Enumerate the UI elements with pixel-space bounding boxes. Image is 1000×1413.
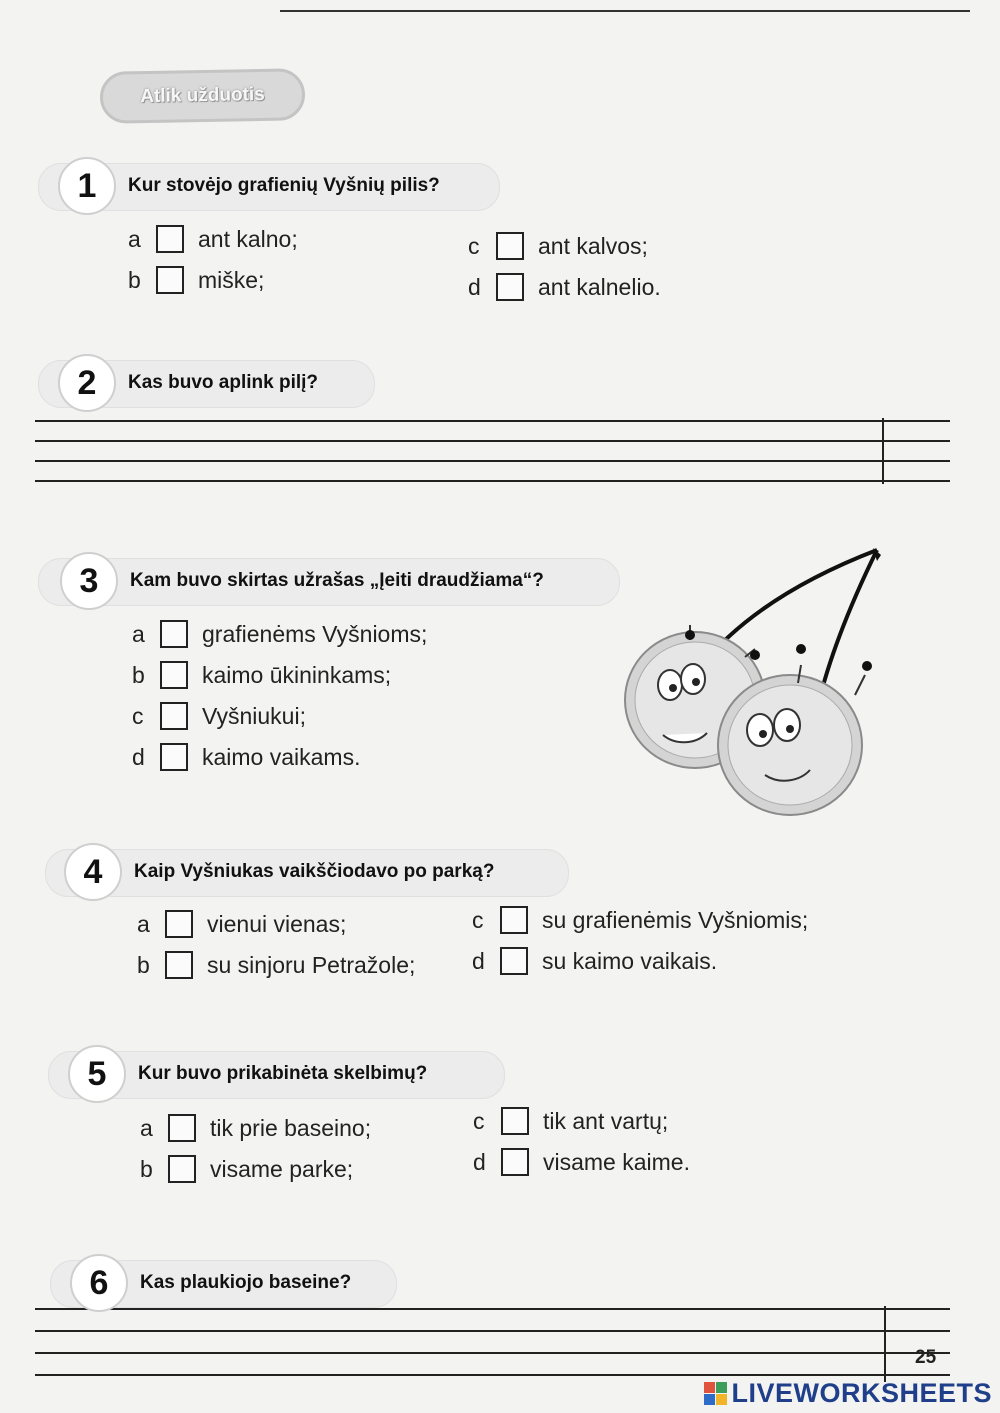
top-rule bbox=[280, 10, 970, 12]
question-1-number: 1 bbox=[58, 157, 116, 215]
question-4-option-d: d su kaimo vaikais. bbox=[472, 947, 718, 974]
question-3-checkbox-d[interactable] bbox=[160, 743, 188, 771]
question-3-option-c: c Vyšniukui; bbox=[132, 702, 306, 729]
question-3-option-d: d kaimo vaikams. bbox=[132, 743, 361, 770]
question-5-option-c: c tik ant vartų; bbox=[473, 1107, 669, 1134]
question-2-header bbox=[58, 354, 318, 412]
question-1-option-d: d ant kalnelio. bbox=[468, 273, 661, 300]
question-1-text: Kur stovėjo grafienių Vyšnių pilis? bbox=[128, 175, 440, 196]
question-1-option-c: c ant kalvos; bbox=[468, 232, 648, 259]
question-1-checkbox-c[interactable] bbox=[496, 232, 524, 260]
question-1-checkbox-a[interactable] bbox=[156, 225, 184, 253]
question-6-answer-lines[interactable] bbox=[35, 1306, 950, 1382]
question-4-number: 4 bbox=[64, 843, 122, 901]
question-4-checkbox-b[interactable] bbox=[165, 951, 193, 979]
question-1-checkbox-b[interactable] bbox=[156, 266, 184, 294]
question-4-option-b: b su sinjoru Petražole; bbox=[137, 951, 416, 978]
liveworksheets-brand: LIVEWORKSHEETS bbox=[731, 1378, 992, 1408]
question-6-text: Kas plaukiojo baseine? bbox=[140, 1272, 352, 1293]
question-3-checkbox-c[interactable] bbox=[160, 702, 188, 730]
question-5-checkbox-a[interactable] bbox=[168, 1114, 196, 1142]
question-5-header bbox=[68, 1045, 427, 1103]
question-1-checkbox-d[interactable] bbox=[496, 273, 524, 301]
question-4-header bbox=[64, 843, 494, 901]
question-5-checkbox-d[interactable] bbox=[501, 1148, 529, 1176]
question-4-option-c: c su grafienėmis Vyšniomis; bbox=[472, 906, 809, 933]
question-4-checkbox-d[interactable] bbox=[500, 947, 528, 975]
question-3-header bbox=[60, 552, 544, 610]
question-5-number: 5 bbox=[68, 1045, 126, 1103]
question-3-option-a: a grafienėms Vyšnioms; bbox=[132, 620, 428, 647]
question-1-header bbox=[58, 157, 440, 215]
question-6-header bbox=[70, 1254, 351, 1312]
question-4-text: Kaip Vyšniukas vaikščiodavo po parką? bbox=[134, 861, 495, 882]
question-3-number: 3 bbox=[60, 552, 118, 610]
question-2-number: 2 bbox=[58, 354, 116, 412]
question-5-option-b: b visame parke; bbox=[140, 1155, 354, 1182]
question-2-text: Kas buvo aplink pilį? bbox=[128, 372, 319, 393]
question-3-text: Kam buvo skirtas užrašas „Įeiti draudžiama“? bbox=[130, 570, 544, 591]
page-number: 25 bbox=[915, 1347, 937, 1368]
question-1-option-a: a ant kalno; bbox=[128, 225, 298, 252]
question-5-checkbox-c[interactable] bbox=[501, 1107, 529, 1135]
question-5-option-a: a tik prie baseino; bbox=[140, 1114, 372, 1141]
question-3-checkbox-b[interactable] bbox=[160, 661, 188, 689]
question-6-number: 6 bbox=[70, 1254, 128, 1312]
liveworksheets-icon bbox=[704, 1382, 727, 1405]
question-5-text: Kur buvo prikabinėta skelbimų? bbox=[138, 1063, 428, 1084]
liveworksheets-logo bbox=[704, 1378, 992, 1409]
question-2-answer-lines[interactable] bbox=[35, 418, 950, 484]
cherry-illustration bbox=[615, 545, 900, 830]
question-4-option-a: a vienui vienas; bbox=[137, 910, 347, 937]
question-4-checkbox-c[interactable] bbox=[500, 906, 528, 934]
question-5-option-d: d visame kaime. bbox=[473, 1148, 690, 1175]
question-4-checkbox-a[interactable] bbox=[165, 910, 193, 938]
question-3-checkbox-a[interactable] bbox=[160, 620, 188, 648]
question-5-checkbox-b[interactable] bbox=[168, 1155, 196, 1183]
task-badge: Atlik užduotis bbox=[100, 68, 306, 124]
question-3-option-b: b kaimo ūkininkams; bbox=[132, 661, 392, 688]
question-1-option-b: b miške; bbox=[128, 266, 265, 293]
